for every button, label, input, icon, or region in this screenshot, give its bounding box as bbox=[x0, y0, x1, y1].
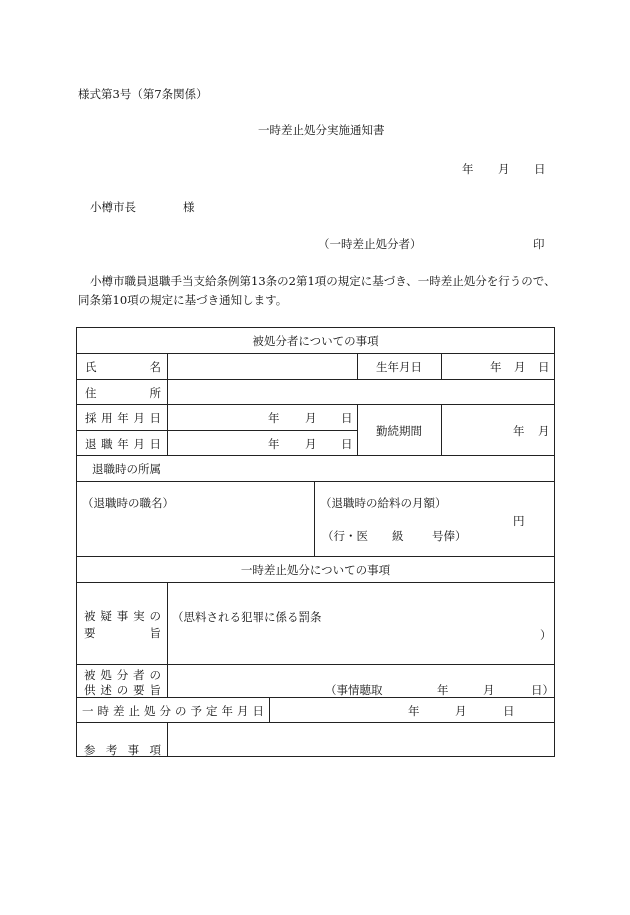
label-char: 疑 bbox=[100, 609, 112, 623]
address-label-char: 住 bbox=[85, 386, 97, 400]
affiliation-label: 退職時の所属 bbox=[92, 462, 161, 476]
label-char: 退 bbox=[85, 437, 97, 451]
label-char: 月 bbox=[133, 437, 145, 451]
label-char: 被 bbox=[84, 668, 96, 682]
label-char: 項 bbox=[149, 743, 161, 757]
label-char: 日 bbox=[149, 411, 161, 425]
hearing-label: （事情聴取 bbox=[325, 683, 383, 697]
label-char: 事 bbox=[116, 609, 129, 623]
document-title: 一時差止処分実施通知書 bbox=[258, 123, 385, 137]
label-char: 被 bbox=[84, 609, 96, 623]
statement-label-line2 bbox=[84, 682, 161, 698]
date-day-unit: 日 bbox=[534, 162, 546, 176]
label-char: 者 bbox=[133, 668, 145, 682]
section2-header: 一時差止処分についての事項 bbox=[240, 563, 391, 577]
label-char: 要 bbox=[84, 626, 96, 640]
scheduled-day-unit: 日 bbox=[503, 704, 515, 718]
addressee-name: 小樽市長 bbox=[90, 200, 136, 214]
hearing-day-unit: 日） bbox=[531, 683, 554, 697]
label-char: 差 bbox=[113, 704, 125, 718]
section1-header: 被処分者についての事項 bbox=[252, 334, 379, 348]
suspected-facts-text: （思料される犯罪に係る罰条 bbox=[172, 610, 322, 624]
suspected-facts-label-line2 bbox=[84, 625, 161, 641]
label-char: 月 bbox=[133, 411, 145, 425]
label-char: 述 bbox=[100, 683, 112, 697]
date-year-unit: 年 bbox=[462, 162, 474, 176]
name-field[interactable] bbox=[168, 354, 357, 379]
label-char: 予 bbox=[190, 704, 202, 718]
hire-date-label bbox=[85, 410, 161, 426]
name-label bbox=[85, 359, 161, 375]
address-label bbox=[85, 385, 161, 401]
scheduled-date-label bbox=[82, 703, 264, 719]
birthdate-month-unit: 月 bbox=[514, 360, 526, 374]
issuer-label: （一時差止処分者） bbox=[318, 237, 422, 251]
label-char: 時 bbox=[97, 704, 109, 718]
label-char: 日 bbox=[149, 437, 161, 451]
label-char: 分 bbox=[116, 668, 129, 682]
scheduled-month-unit: 月 bbox=[455, 704, 467, 718]
hire-day-unit: 日 bbox=[341, 411, 353, 425]
label-char: の bbox=[149, 609, 161, 623]
label-char: 用 bbox=[101, 411, 113, 425]
label-char: 止 bbox=[128, 704, 140, 718]
label-char: 年 bbox=[221, 704, 233, 718]
suspected-facts-label-line1 bbox=[84, 608, 161, 624]
birthdate-year-unit: 年 bbox=[490, 360, 502, 374]
affiliation-field[interactable] bbox=[168, 456, 554, 481]
retire-date-label bbox=[85, 436, 161, 452]
label-char: 参 bbox=[84, 743, 96, 757]
name-label-char: 名 bbox=[149, 360, 161, 374]
statement-label-line1 bbox=[84, 667, 161, 683]
label-char: 職 bbox=[101, 437, 113, 451]
salary-unit: 円 bbox=[513, 514, 525, 528]
seal-mark: 印 bbox=[533, 237, 545, 251]
birthdate-label: 生年月日 bbox=[376, 360, 422, 374]
label-char: 日 bbox=[252, 704, 264, 718]
label-char: 処 bbox=[144, 704, 156, 718]
label-char: 旨 bbox=[149, 626, 161, 640]
suspected-facts-close: ） bbox=[540, 628, 552, 642]
label-char: 旨 bbox=[149, 683, 161, 697]
name-label-char: 氏 bbox=[85, 360, 97, 374]
label-char: 実 bbox=[133, 609, 145, 623]
salary-grade-unit: 級 bbox=[392, 529, 404, 543]
form-number: 様式第3号（第7条関係） bbox=[78, 87, 208, 101]
hire-month-unit: 月 bbox=[305, 411, 317, 425]
service-year-unit: 年 bbox=[513, 424, 525, 438]
label-char: の bbox=[116, 683, 129, 697]
label-char: 年 bbox=[117, 437, 129, 451]
label-char: 供 bbox=[84, 683, 96, 697]
salary-label: （退職時の給料の月額） bbox=[320, 496, 447, 510]
addressee-honorific: 様 bbox=[183, 200, 195, 214]
address-label-char: 所 bbox=[149, 386, 161, 400]
retire-day-unit: 日 bbox=[341, 437, 353, 451]
hearing-year-unit: 年 bbox=[437, 683, 449, 697]
scheduled-year-unit: 年 bbox=[408, 704, 420, 718]
remarks-label bbox=[84, 742, 161, 758]
position-label: （退職時の職名） bbox=[82, 496, 174, 510]
salary-grade-prefix: （行・医 bbox=[322, 529, 368, 543]
remarks-field[interactable] bbox=[168, 723, 554, 756]
label-char: の bbox=[175, 704, 187, 718]
date-month-unit: 月 bbox=[498, 162, 510, 176]
retire-month-unit: 月 bbox=[305, 437, 317, 451]
hire-year-unit: 年 bbox=[268, 411, 280, 425]
label-char: 事 bbox=[127, 743, 140, 757]
body-text-line-1: 小樽市職員退職手当支給条例第13条の2第1項の規定に基づき、一時差止処分を行うので、 bbox=[90, 274, 556, 288]
label-char: の bbox=[149, 668, 161, 682]
label-char: 処 bbox=[100, 668, 112, 682]
address-field[interactable] bbox=[168, 380, 554, 404]
label-char: 要 bbox=[133, 683, 145, 697]
label-char: 考 bbox=[105, 743, 118, 757]
service-period-label: 勤続期間 bbox=[376, 424, 422, 438]
service-month-unit: 月 bbox=[538, 424, 550, 438]
label-char: 採 bbox=[85, 411, 97, 425]
label-char: 月 bbox=[237, 704, 249, 718]
label-char: 年 bbox=[117, 411, 129, 425]
label-char: 定 bbox=[206, 704, 218, 718]
hearing-month-unit: 月 bbox=[483, 683, 495, 697]
label-char: 一 bbox=[82, 704, 94, 718]
birthdate-day-unit: 日 bbox=[538, 360, 550, 374]
retire-year-unit: 年 bbox=[268, 437, 280, 451]
salary-step-unit: 号俸） bbox=[432, 529, 467, 543]
label-char: 分 bbox=[159, 704, 171, 718]
body-text-line-2: 同条第10項の規定に基づき通知します。 bbox=[78, 293, 288, 307]
